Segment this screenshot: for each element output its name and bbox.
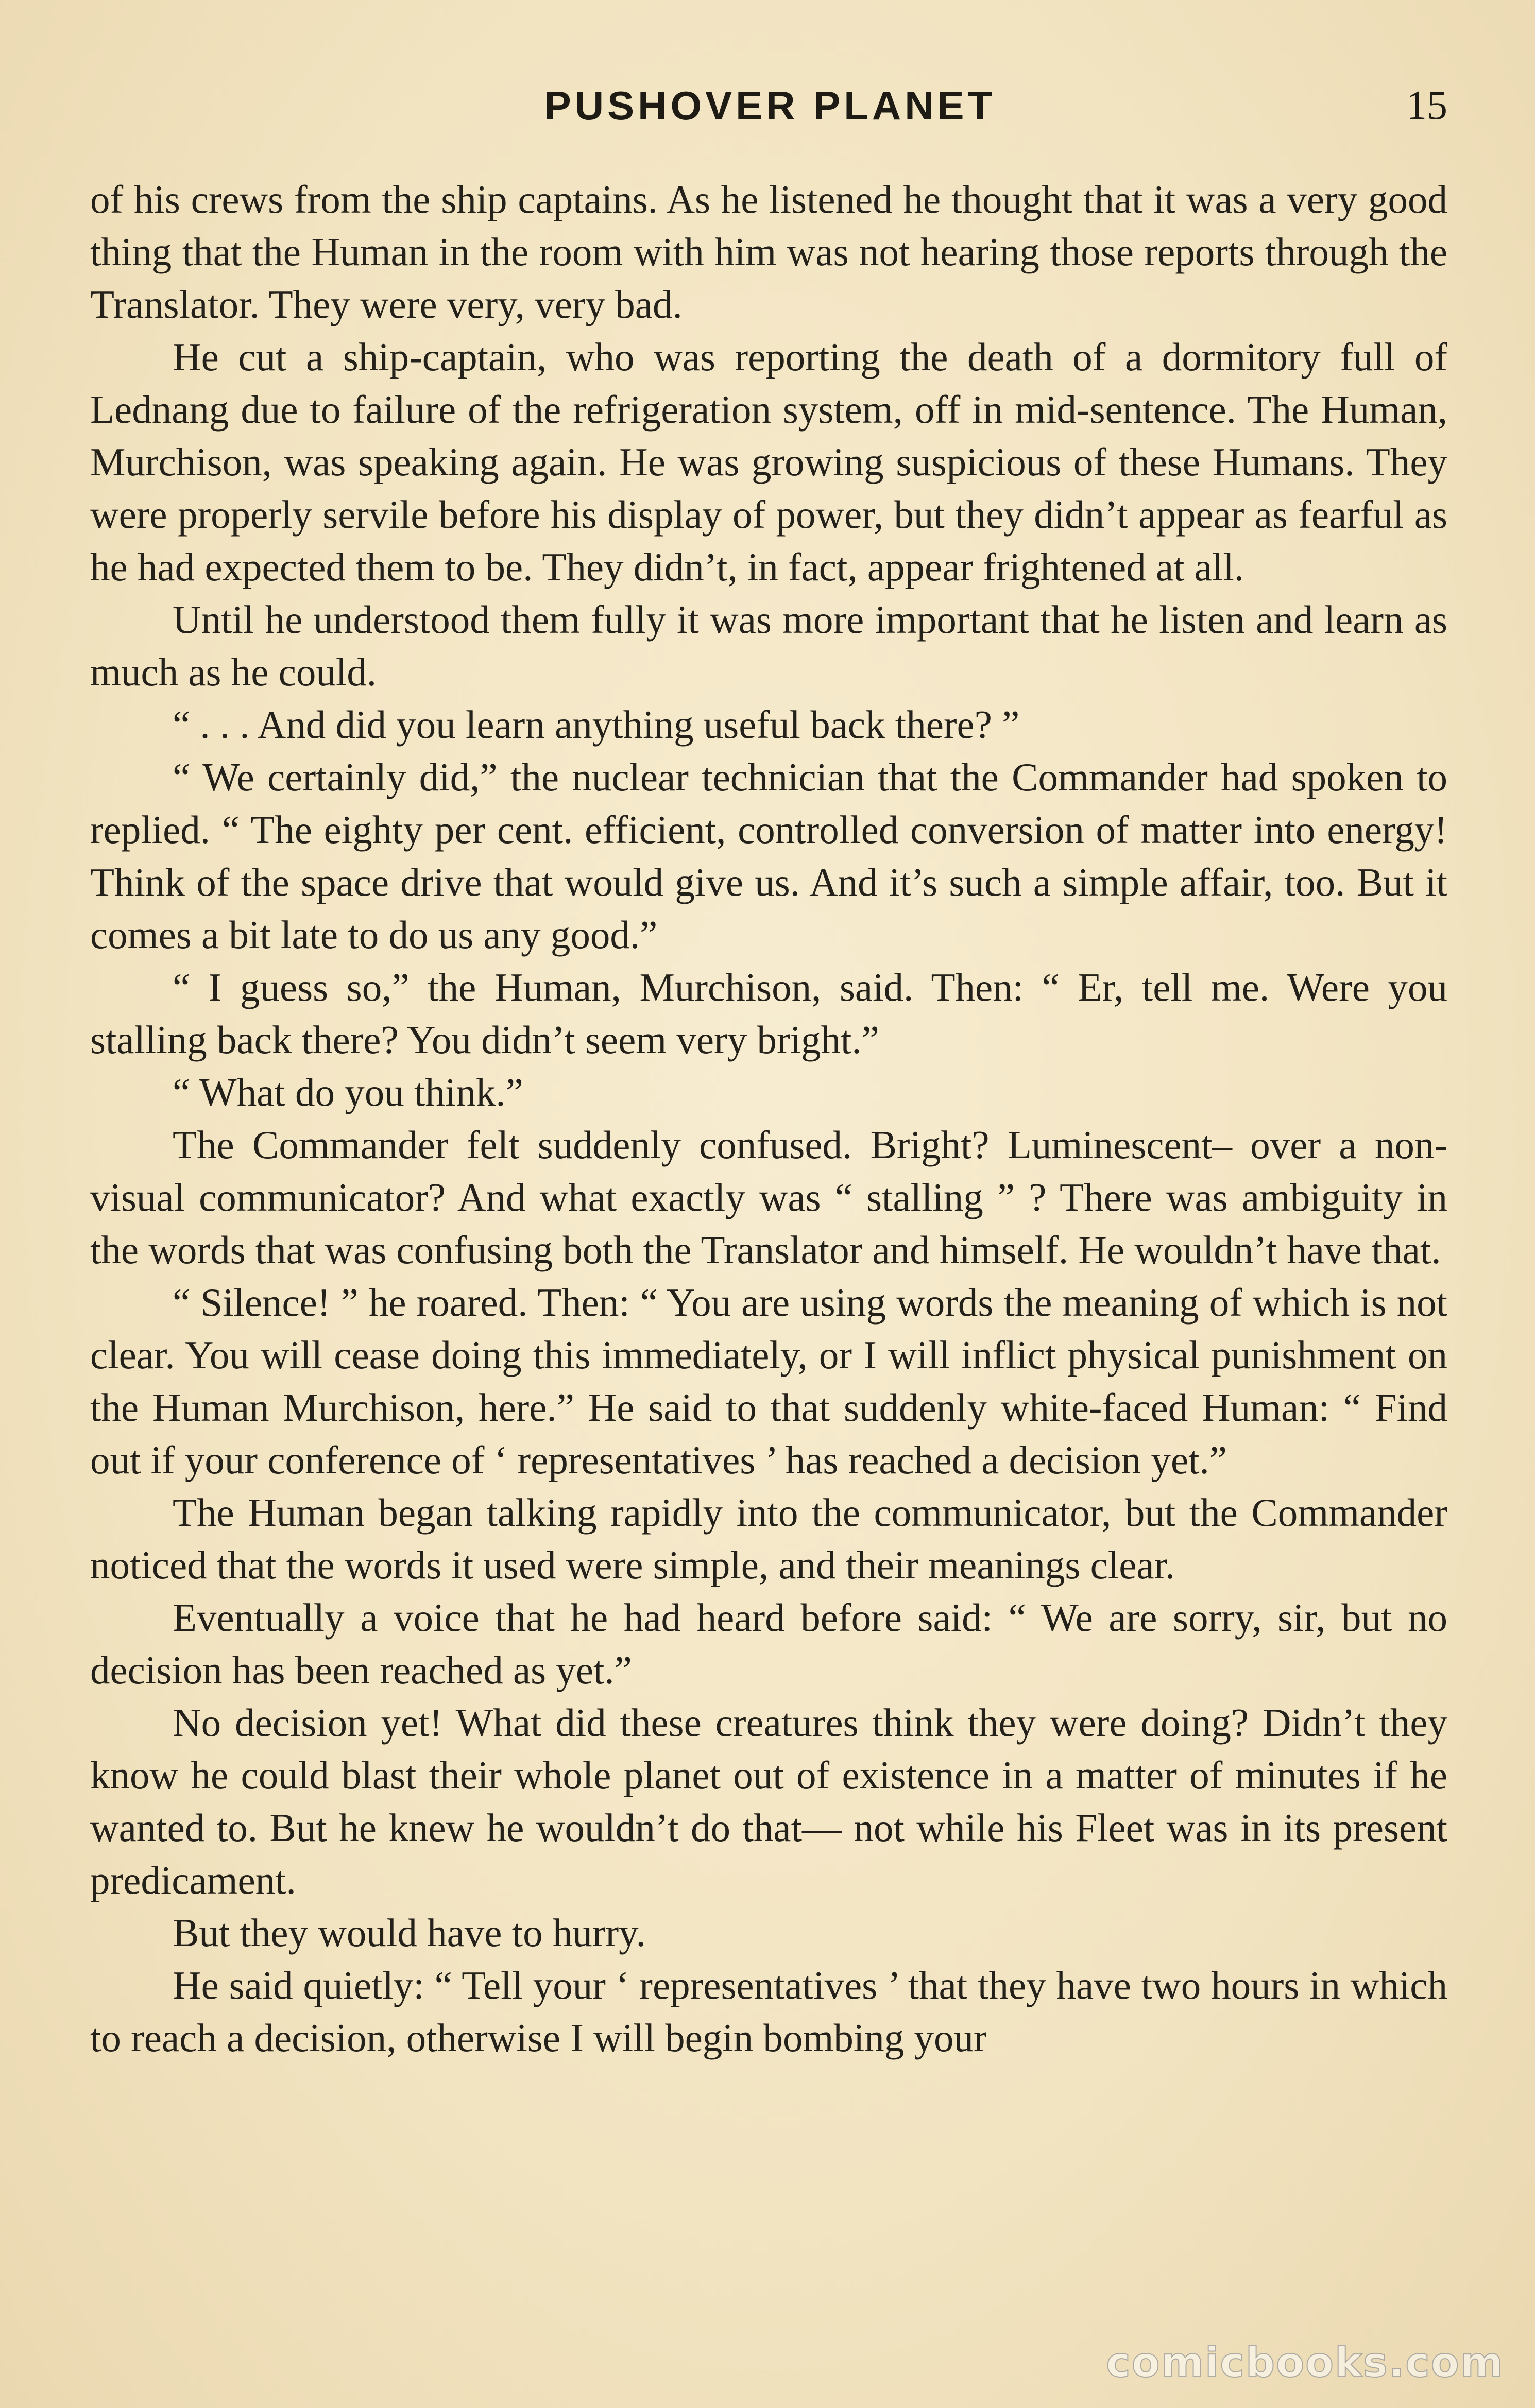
paragraph-2: He cut a ship-captain, who was reporting the death of a dormitory full of Lednang due to failure of the refrigeration system, off in mid-sentence. The Human, Murchison, was speaking again. He was growing suspicious of these Humans. They were properly servile before his display of power, but they didn’t appear as fearful as he had expected them to be. They didn’t, in fact, appear frightened at all. <box>90 335 1447 589</box>
paragraph-11: Eventually a voice that he had heard before said: “ We are sorry, sir, but no decision has been reached as yet.” <box>90 1595 1447 1692</box>
body-text <box>90 173 1447 2064</box>
paragraph-8: The Commander felt suddenly confused. Bright? Luminescent– over a non-visual communicator? And what exactly was “ stalling ” ? There was ambiguity in the words that was confusing both the Translator and himself. He wouldn’t have that. <box>90 1123 1447 1272</box>
paragraph-6: “ I guess so,” the Human, Murchison, said. Then: “ Er, tell me. Were you stalling back there? You didn’t seem very bright.” <box>90 965 1447 1062</box>
paragraph-4: “ . . . And did you learn anything useful back there? ” <box>173 702 1020 747</box>
paragraph-13: But they would have to hurry. <box>173 1911 646 1955</box>
paragraph-3: Until he understood them fully it was more important that he listen and learn as much as he could. <box>90 597 1447 694</box>
paragraph-7: “ What do you think.” <box>173 1070 523 1114</box>
paragraph-9: “ Silence! ” he roared. Then: “ You are using words the meaning of which is not clear. You will cease doing this immediately, or I will inflict physical punishment on the Human Murchison, here.” He said to that suddenly white-faced Human: “ Find out if your conference of ‘ representatives ’ has reached a decision yet.” <box>90 1280 1447 1482</box>
running-head <box>93 82 1447 134</box>
paragraph-5: “ We certainly did,” the nuclear technician that the Commander had spoken to replied. “ The eighty per cent. efficient, controlled conversion of matter into energy! Think of the space drive that would give us. And it’s such a simple affair, too. But it comes a bit late to do us any good.” <box>90 755 1447 957</box>
paragraph-12: No decision yet! What did these creatures think they were doing? Didn’t they know he could blast their whole planet out of existence in a matter of minutes if he wanted to. But he knew he wouldn’t do that— not while his Fleet was in its present predicament. <box>90 1700 1447 1902</box>
paragraph-14: He said quietly: “ Tell your ‘ representatives ’ that they have two hours in which to reach a decision, otherwise I will begin bombing your <box>90 1963 1447 2060</box>
watermark: comicbooks.com <box>1106 2338 1504 2386</box>
paragraph-10: The Human began talking rapidly into the communicator, but the Commander noticed that the words it used were simple, and their meanings clear. <box>90 1490 1447 1587</box>
paragraph-1: of his crews from the ship captains. As he listened he thought that it was a very good thing that the Human in the room with him was not hearing those reports through the Translator. They were very, very bad. <box>90 177 1447 326</box>
page-number: 15 <box>1406 83 1447 128</box>
running-title: PUSHOVER PLANET <box>544 83 996 128</box>
